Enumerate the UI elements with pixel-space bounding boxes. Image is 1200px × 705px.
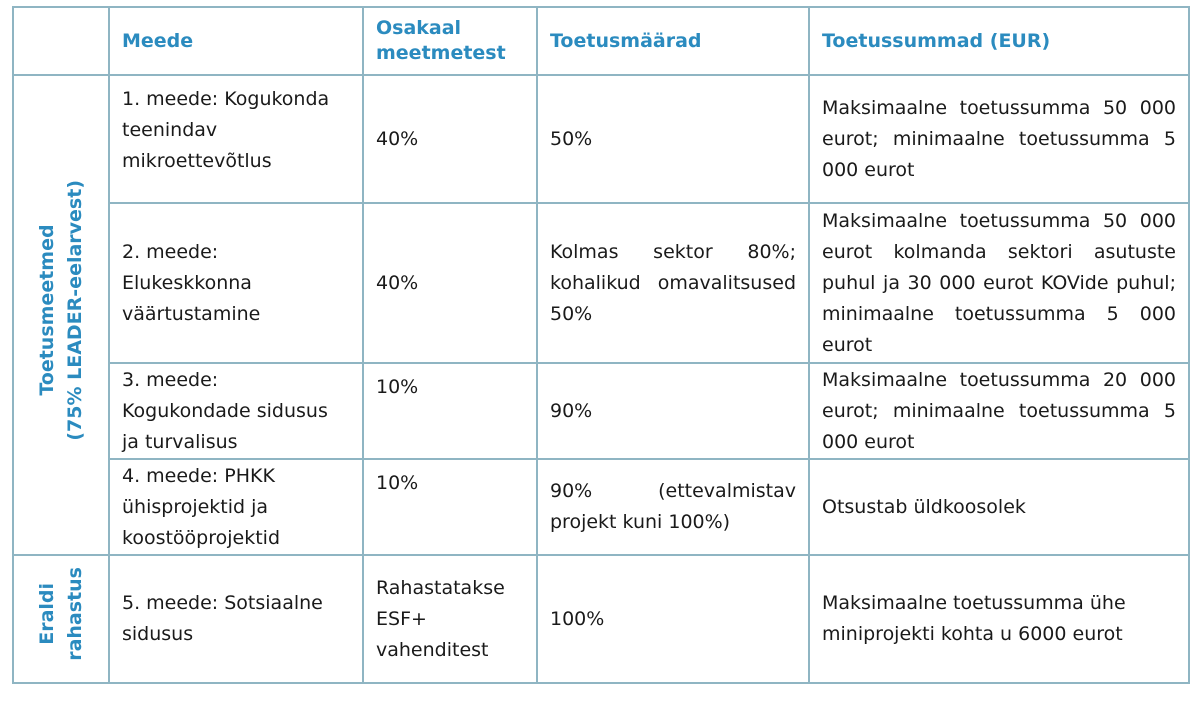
cell-osakaal: 40% — [363, 203, 537, 363]
cell-meede: 5. meede: Sotsiaalne sidusus — [109, 555, 363, 683]
support-measures-table — [12, 6, 1190, 684]
group-toetusmeetmed — [13, 75, 109, 555]
header-meede: Meede — [109, 7, 363, 75]
cell-meede: 3. meede: Kogukondade sidusus ja turvalisus — [109, 363, 363, 459]
cell-osakaal: Rahastatakse ESF+ vahenditest — [363, 555, 537, 683]
cell-meede: 1. meede: Kogukonda teenindav mikroettevõtlus — [109, 75, 363, 203]
cell-toetusmaar: Kolmas sektor 80%; kohalikud omavalitsused 50% — [537, 203, 809, 363]
table-row — [13, 459, 1189, 555]
cell-osakaal: 10% — [363, 459, 537, 555]
cell-toetusmaar: 100% — [537, 555, 809, 683]
group-eraldi-rahastus-label: Eraldi rahastus — [36, 567, 86, 661]
table-row — [13, 203, 1189, 363]
cell-toetussumma: Maksimaalne toetussumma 20 000 eurot; minimaalne toetussumma 5 000 eurot — [809, 363, 1189, 459]
cell-toetussumma: Maksimaalne toetussumma 50 000 eurot kolmanda sektori asutuste puhul ja 30 000 eurot KOVide puhul; minimaalne toetussumma 5 000 eurot — [809, 203, 1189, 363]
header-empty-cell — [13, 7, 109, 75]
cell-toetusmaar: 90% — [537, 363, 809, 459]
cell-toetussumma: Maksimaalne toetussumma ühe miniprojekti kohta u 6000 eurot — [809, 555, 1189, 683]
cell-toetussumma: Maksimaalne toetussumma 50 000 eurot; minimaalne toetussumma 5 000 eurot — [809, 75, 1189, 203]
table-row — [13, 555, 1189, 683]
table-row — [13, 363, 1189, 459]
table-row — [13, 75, 1189, 203]
cell-meede: 2. meede: Elukeskkonna väärtustamine — [109, 203, 363, 363]
header-toetussummad: Toetussummad (EUR) — [809, 7, 1189, 75]
cell-meede: 4. meede: PHKK ühisprojektid ja koostööprojektid — [109, 459, 363, 555]
cell-toetusmaar: 90% (ettevalmistav projekt kuni 100%) — [537, 459, 809, 555]
group-eraldi-rahastus — [13, 555, 109, 683]
cell-osakaal: 40% — [363, 75, 537, 203]
support-measures-table-wrapper — [12, 6, 1190, 684]
header-osakaal: Osakaal meetmetest — [363, 7, 537, 75]
group-toetusmeetmed-label: Toetusmeetmed (75% LEADER-eelarvest) — [36, 179, 86, 441]
cell-toetusmaar: 50% — [537, 75, 809, 203]
header-toetusmaarad: Toetusmäärad — [537, 7, 809, 75]
cell-osakaal: 10% — [363, 363, 537, 459]
table-header-row — [13, 7, 1189, 75]
cell-toetussumma: Otsustab üldkoosolek — [809, 459, 1189, 555]
